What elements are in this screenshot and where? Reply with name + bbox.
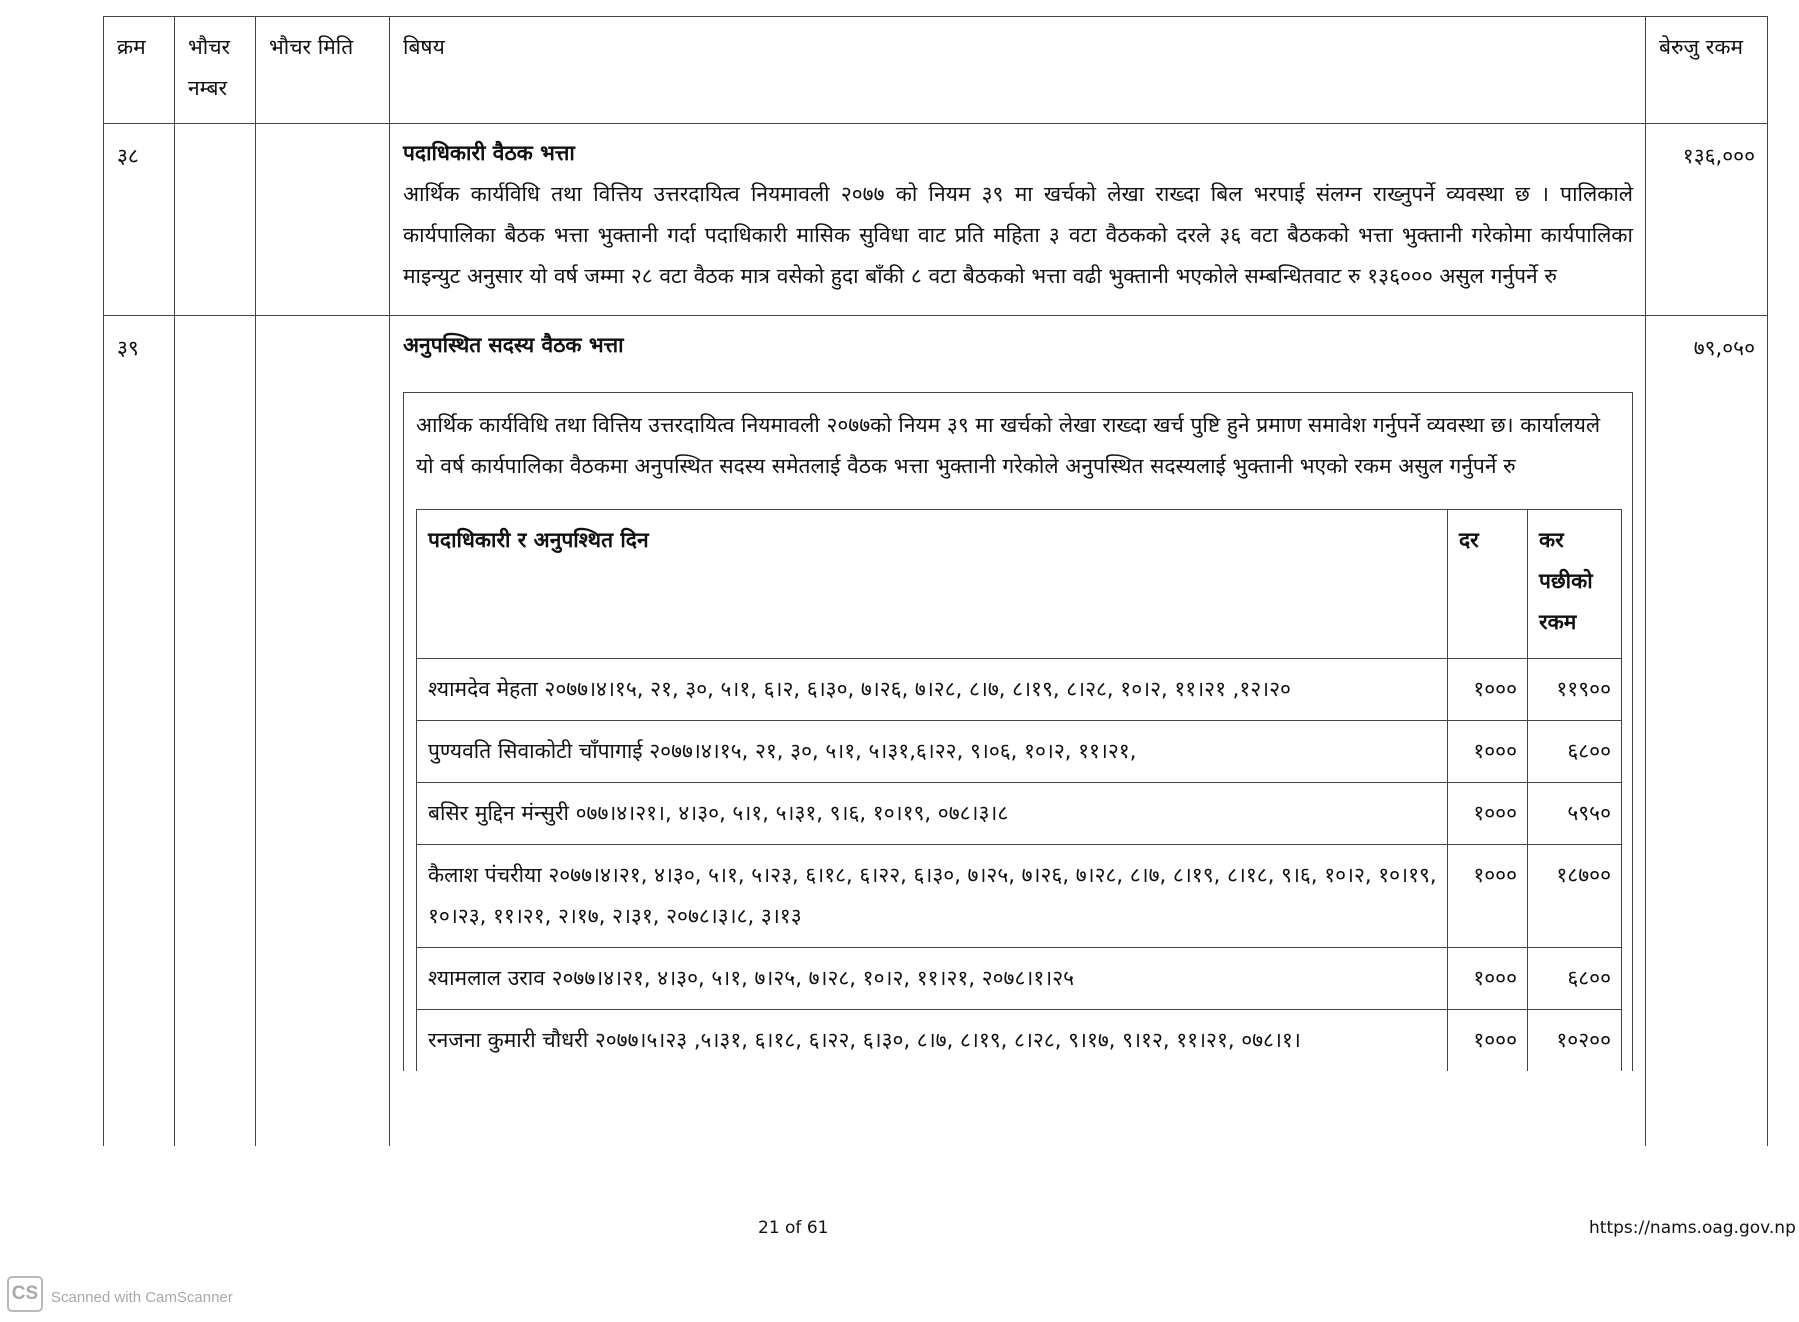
absence-details: पुण्यवति सिवाकोटी चाँपागाई २०७७।४।१५, २१, ३०, ५।१, ५।३१,६।२२, ९।०६, १०।२, ११।२१, bbox=[417, 721, 1448, 783]
absence-net-amount: ६८०० bbox=[1528, 948, 1622, 1010]
header-krama: क्रम bbox=[104, 17, 175, 124]
absence-rate: १००० bbox=[1448, 948, 1528, 1010]
absence-details: रनजना कुमारी चौधरी २०७७।५।२३ ,५।३१, ६।१८, ६।२२, ६।३०, ८।७, ८।१९, ८।२८, ९।१७, ९।१२, ११।२१, ०७८।१। bbox=[417, 1010, 1448, 1072]
table-row bbox=[417, 845, 1622, 948]
table-row bbox=[417, 948, 1622, 1010]
absence-net-amount: १०२०० bbox=[1528, 1010, 1622, 1072]
table-row bbox=[417, 783, 1622, 845]
absence-net-amount: ५९५० bbox=[1528, 783, 1622, 845]
absence-details: बसिर मुद्दिन मंन्सुरी ०७७।४।२१।, ४।३०, ५।१, ५।३१, ९।६, १०।१९, ०७८।३।८ bbox=[417, 783, 1448, 845]
absence-rate: १००० bbox=[1448, 1010, 1528, 1072]
scanner-watermark: Scanned with CamScanner bbox=[51, 1289, 233, 1306]
voucher-number-cell bbox=[175, 124, 256, 316]
voucher-date-cell bbox=[256, 316, 390, 1146]
absence-details: कैलाश पंचरीया २०७७।४।२१, ४।३०, ५।१, ५।२३, ६।१८, ६।२२, ६।३०, ७।२५, ७।२६, ७।२८, ८।७, ८।१९, ८।१८, ९।६, १०।२, १०।१९, १०।२३, ११।२१, २।१७, २।३१, २०७८।३।८, ३।१३ bbox=[417, 845, 1448, 948]
subject-cell bbox=[390, 124, 1646, 316]
absence-header-net: कर पछीको रकम bbox=[1528, 510, 1622, 659]
table-row bbox=[417, 721, 1622, 783]
subject-cell bbox=[390, 316, 1646, 1146]
header-subject: बिषय bbox=[390, 17, 1646, 124]
audit-table bbox=[103, 16, 1768, 1146]
absence-header-rate: दर bbox=[1448, 510, 1528, 659]
absence-rate: १००० bbox=[1448, 659, 1528, 721]
subject-body: आर्थिक कार्यविधि तथा वित्तिय उत्तरदायित्व नियमावली २०७७ को नियम ३९ मा खर्चको लेखा राख्दा बिल भरपाई संलग्न राख्नुपर्ने व्यवस्था छ । पालिकाले कार्यपालिका बैठक भत्ता भुक्तानी गर्दा पदाधिकारी मासिक सुविधा वाट प्रति महिता ३ वटा वैठकको दरले ३६ वटा बैठकको भत्ता भुक्तानी गरेकोमा कार्यपालिका माइन्युट अनुसार यो वर्ष जम्मा २८ वटा वैठक मात्र वसेको हुदा बाँकी ८ वटा बैठकको भत्ता वढी भुक्तानी भएकोले सम्बन्धितवाट रु १३६००० असुल गर्नुपर्ने रु bbox=[403, 182, 1633, 288]
absence-net-amount: १८७०० bbox=[1528, 845, 1622, 948]
absence-net-amount: ६८०० bbox=[1528, 721, 1622, 783]
source-url: https://nams.oag.gov.np bbox=[1589, 1218, 1796, 1238]
page-number: 21 of 61 bbox=[758, 1218, 829, 1238]
voucher-date-cell bbox=[256, 124, 390, 316]
table-row bbox=[417, 659, 1622, 721]
absence-table bbox=[416, 509, 1622, 1071]
header-amount: बेरुजु रकम bbox=[1646, 17, 1768, 124]
header-voucher-date: भौचर मिति bbox=[256, 17, 390, 124]
row-number: ३८ bbox=[104, 124, 175, 316]
absence-header-row bbox=[417, 510, 1622, 659]
row-number: ३९ bbox=[104, 316, 175, 1146]
absence-rate: १००० bbox=[1448, 845, 1528, 948]
subject-body: आर्थिक कार्यविधि तथा वित्तिय उत्तरदायित्व नियमावली २०७७को नियम ३९ मा खर्चको लेखा राख्दा खर्च पुष्टि हुने प्रमाण समावेश गर्नुपर्ने व्यवस्था छ। कार्यालयले यो वर्ष कार्यपालिका वैठकमा अनुपस्थित सदस्य समेतलाई वैठक भत्ता भुक्तानी गरेकोले अनुपस्थित सदस्यलाई भुक्तानी भएको रकम असुल गर्नुपर्ने रु bbox=[416, 413, 1601, 478]
table-row bbox=[104, 316, 1768, 1146]
amount-cell: ७९,०५० bbox=[1646, 316, 1768, 1146]
absence-rate: १००० bbox=[1448, 721, 1528, 783]
absence-rate: १००० bbox=[1448, 783, 1528, 845]
absence-details: श्यामलाल उराव २०७७।४।२१, ४।३०, ५।१, ७।२५, ७।२८, १०।२, ११।२१, २०७८।१।२५ bbox=[417, 948, 1448, 1010]
amount-cell: १३६,००० bbox=[1646, 124, 1768, 316]
table-row bbox=[104, 124, 1768, 316]
absence-header-name: पदाधिकारी र अनुपश्थित दिन bbox=[417, 510, 1448, 659]
voucher-number-cell bbox=[175, 316, 256, 1146]
detail-box bbox=[403, 392, 1633, 1071]
subject-title: अनुपस्थित सदस्य वैठक भत्ता bbox=[403, 333, 624, 357]
subject-title: पदाधिकारी वैठक भत्ता bbox=[403, 141, 575, 165]
table-row bbox=[417, 1010, 1622, 1072]
table-header-row bbox=[104, 17, 1768, 124]
absence-details: श्यामदेव मेहता २०७७।४।१५, २१, ३०, ५।१, ६।२, ६।३०, ७।२६, ७।२८, ८।७, ८।१९, ८।२८, १०।२, ११।२१ ,१२।२० bbox=[417, 659, 1448, 721]
camscanner-logo-icon: CS bbox=[7, 1276, 43, 1312]
absence-net-amount: ११९०० bbox=[1528, 659, 1622, 721]
header-voucher-number: भौचर नम्बर bbox=[175, 17, 256, 124]
